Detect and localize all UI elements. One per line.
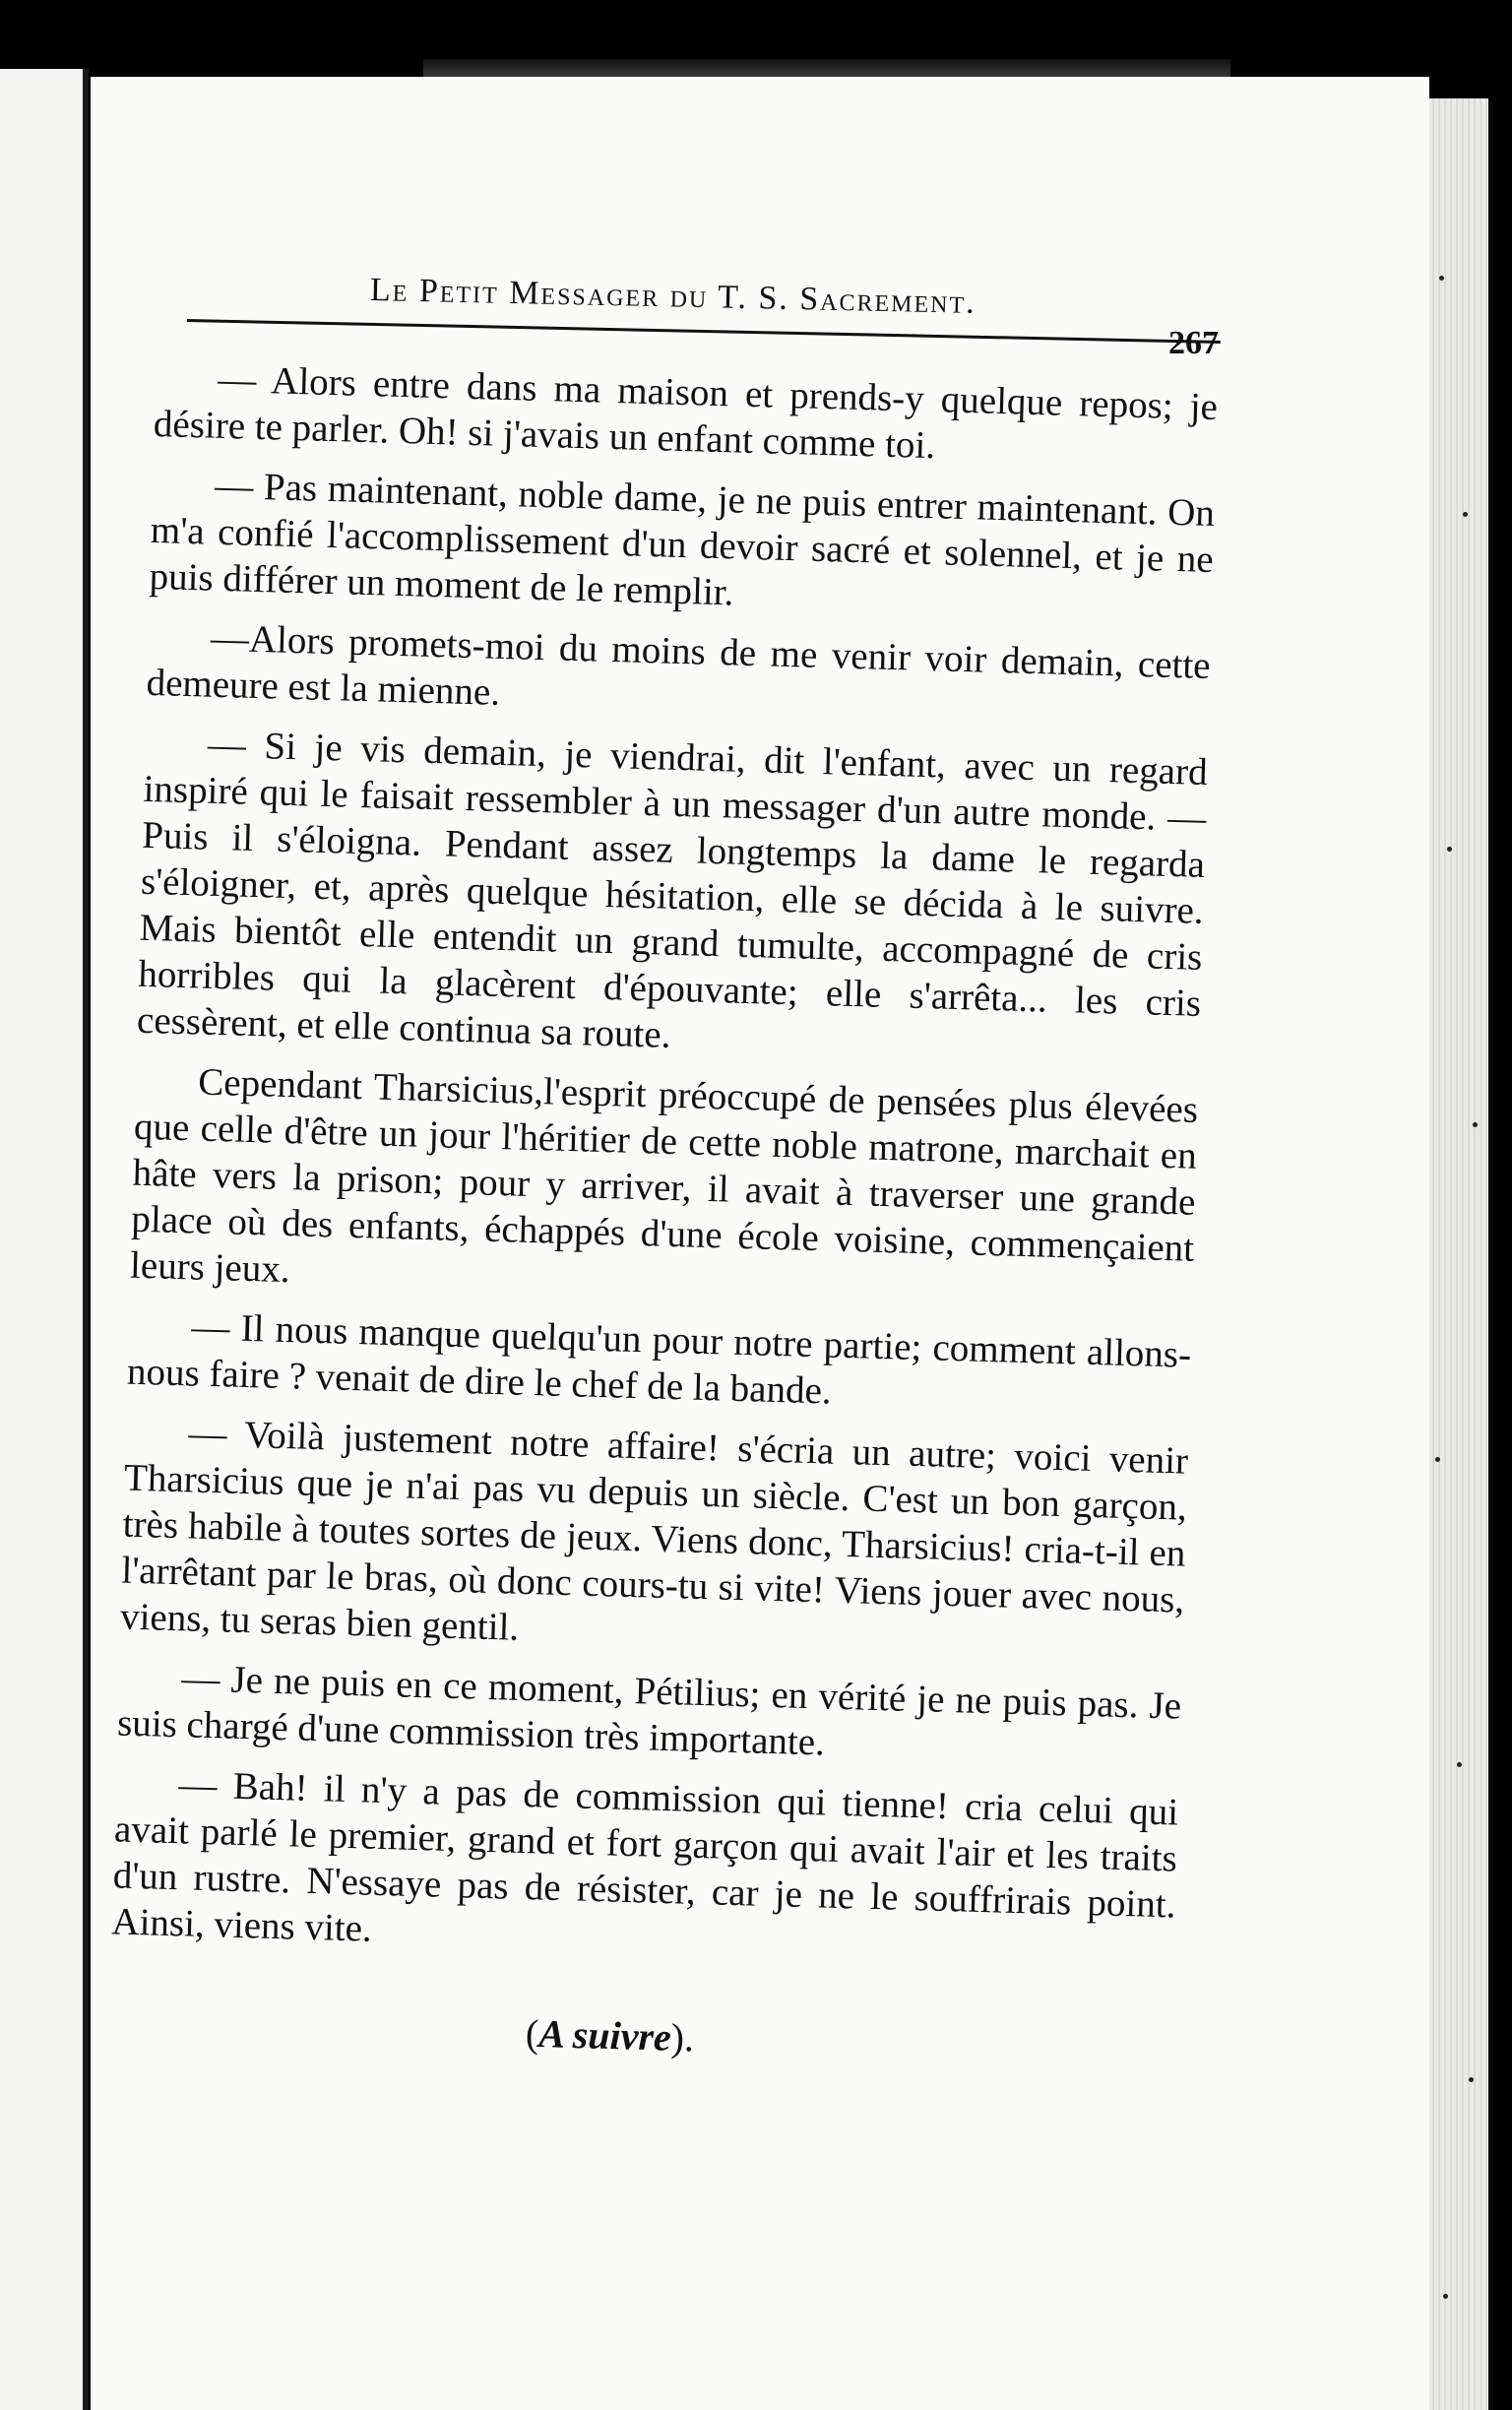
paragraph: — Je ne puis en ce moment, Pétilius; en vérité je ne puis pas. Je suis chargé d'une commission très importante. <box>116 1657 1182 1764</box>
paragraph: — Si je vis demain, je viendrai, dit l'enfant, avec un regard inspiré qui le faisait ressembler à un messager d'un autre monde. — Puis il s'éloigna. Pendant assez longtemps la dame le regarda s'éloigner, et, après quelque hésitation, elle se décida à le suivre. Mais bientôt elle entendit un grand tumulte, accompagné de cris horribles qui la glacèrent d'épouvante; elle s'arrêta... les cris cessèrent, et elle continua sa route. <box>136 723 1209 1056</box>
paragraph: — Voilà justement notre affaire! s'écria un autre; voici venir Tharsicius que je n'ai pas vu depuis un siècle. C'est un bon garçon, très habile à toutes sortes de jeux. Viens donc, Tharsicius! cria-t-il en l'arrêtant par le bras, où donc cours-tu si vite! Viens jouer avec nous, viens, tu seras bien gentil. <box>119 1412 1189 1649</box>
facing-page-edge <box>0 69 89 2410</box>
ink-speck <box>1443 2294 1448 2299</box>
paragraph: —Alors promets-moi du moins de me venir voir demain, cette demeure est la mienne. <box>146 616 1212 714</box>
body-text <box>110 354 1218 1989</box>
ink-speck <box>1457 1762 1462 1767</box>
ink-speck <box>1463 512 1468 517</box>
header-rule <box>187 319 1221 344</box>
ink-speck <box>1447 847 1452 852</box>
page-stack-edges <box>1429 98 1488 2410</box>
ink-speck <box>1469 2077 1474 2082</box>
to-be-continued-label: A suivre <box>537 2010 672 2060</box>
ink-speck <box>1435 1457 1440 1462</box>
paragraph: — Il nous manque quelqu'un pour notre partie; comment allons-nous faire ? venait de dire le chef de la bande. <box>126 1305 1192 1413</box>
running-title: Le Petit Messager du T. S. Sacrement. <box>369 272 977 321</box>
to-be-continued: (A suivre). <box>525 2010 695 2061</box>
paragraph: — Alors entre dans ma maison et prends-y quelque repos; je désire te parler. Oh! si j'avais un enfant comme toi. <box>153 357 1219 468</box>
paragraph: — Bah! il n'y a pas de commission qui tienne! cria celui qui avait parlé le premier, grand et fort garçon qui avait l'air et les traits d'un rustre. N'essaye pas de résister, car je ne le souffrirais point. Ainsi, viens vite. <box>110 1763 1179 1950</box>
page-number: 267 <box>1168 325 1219 361</box>
running-header <box>187 272 1230 360</box>
paragraph: — Pas maintenant, noble dame, je ne puis entrer maintenant. On m'a confié l'accomplissement d'un devoir sacré et solennel, et je ne puis différer un moment de le remplir. <box>149 464 1216 614</box>
ink-speck <box>1473 1122 1478 1127</box>
ink-speck <box>1439 276 1444 281</box>
paragraph: Cependant Tharsicius,l'esprit préoccupé de pensées plus élevées que celle d'être un jour l'héritier de cette noble matrone, marchait en hâte vers la prison; pour y arriver, il avait à traverser une grande place où des enfants, échappés d'une école voisine, commençaient leurs jeux. <box>129 1060 1199 1292</box>
